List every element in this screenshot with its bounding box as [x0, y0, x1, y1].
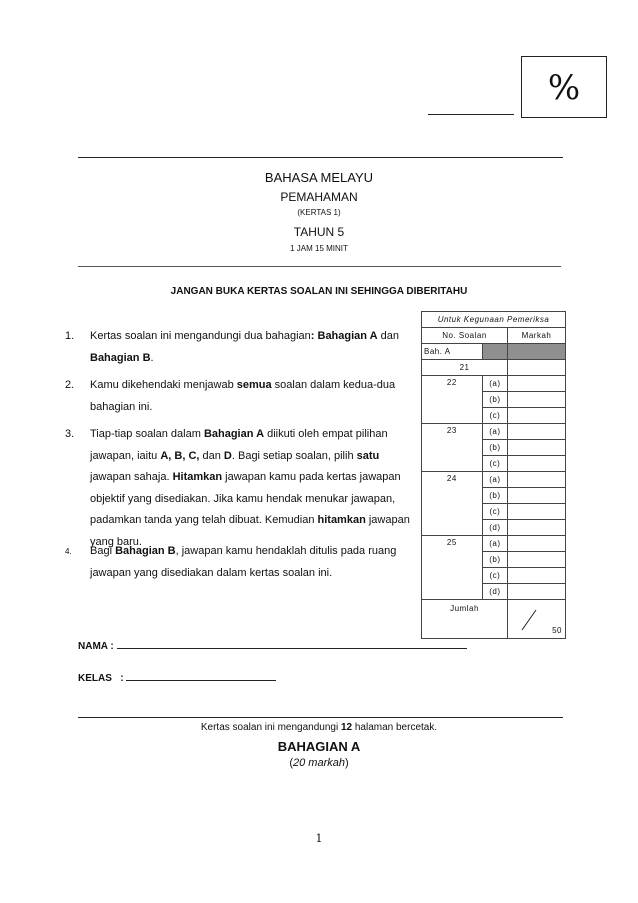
instruction-number: 2.	[65, 379, 75, 391]
question-21-label: 21	[422, 360, 508, 376]
diagonal-slash	[508, 600, 558, 634]
marks-cell[interactable]	[508, 536, 566, 552]
instruction-text: Kertas soalan ini mengandungi dua bahagian: Bahagian A dan Bahagian B.	[90, 330, 400, 364]
sub-question-label: (b)	[482, 392, 507, 408]
marks-cell[interactable]	[508, 392, 566, 408]
section-marks-close: )	[344, 757, 349, 769]
sub-question-label: (b)	[482, 488, 507, 504]
instruction-text: Bagi Bahagian B, jawapan kamu hendaklah ditulis pada ruang jawapan yang disediakan dalam kertas soalan ini.	[90, 545, 397, 579]
marks-cell[interactable]	[508, 584, 566, 600]
paper-code: (KERTAS 1)	[297, 208, 341, 217]
sub-question-label: (b)	[482, 440, 507, 456]
sub-question-label: (c)	[482, 456, 507, 472]
examiner-marks-table	[421, 311, 566, 639]
percent-score-box: %	[521, 56, 607, 118]
marks-cell[interactable]	[508, 360, 566, 376]
year-level: TAHUN 5	[293, 225, 345, 239]
marks-cell[interactable]	[508, 440, 566, 456]
sub-question-label: (b)	[482, 552, 507, 568]
question-number: 25	[422, 536, 483, 600]
sub-question-label: (d)	[482, 520, 507, 536]
page-number: 1	[315, 832, 323, 845]
shaded-cell	[482, 344, 507, 360]
marks-cell[interactable]	[508, 424, 566, 440]
instruction-number: 3.	[65, 428, 75, 440]
sub-question-label: (a)	[482, 424, 507, 440]
question-number: 23	[422, 424, 483, 472]
question-number: 24	[422, 472, 483, 536]
page-count-note-post: halaman bercetak.	[352, 722, 438, 733]
col-header-marks: Markah	[508, 328, 566, 344]
section-marks-text: 20 markah	[293, 757, 345, 769]
marks-cell[interactable]	[508, 472, 566, 488]
shaded-cell	[508, 344, 566, 360]
total-marks-cell[interactable]	[508, 600, 566, 639]
instruction-number: 4.	[65, 547, 72, 556]
class-write-line[interactable]	[126, 670, 276, 681]
instruction-text: Tiap-tiap soalan dalam Bahagian A diikuti oleh empat pilihan jawapan, iaitu A, B, C, dan D. Bagi setiap soalan, pilih satu jawapan sahaja. Hitamkan jawapan kamu pada kertas jawapan objektif yang disediakan. Jika kamu hendak menukar jawapan, padamkan tanda yang telah dibuat. Kemudian hitamkan jawapan yang baru.	[90, 428, 410, 548]
paper-title: PEMAHAMAN	[280, 190, 358, 204]
header-bottom-rule	[78, 266, 561, 267]
section-marks	[0, 757, 638, 769]
sub-question-label: (a)	[482, 376, 507, 392]
question-number: 22	[422, 376, 483, 424]
sub-question-label: (c)	[482, 408, 507, 424]
name-label: NAMA :	[78, 641, 114, 652]
header-top-rule	[78, 157, 563, 158]
section-marks-open: (	[289, 757, 293, 769]
footer-rule	[78, 717, 563, 718]
subject-title: BAHASA MELAYU	[264, 170, 374, 185]
total-max-marks: 50	[552, 626, 562, 635]
class-field[interactable]	[78, 670, 276, 684]
name-write-line[interactable]	[117, 638, 467, 649]
sub-question-label: (c)	[482, 504, 507, 520]
sub-question-label: (d)	[482, 584, 507, 600]
marks-cell[interactable]	[508, 568, 566, 584]
page-count-note	[0, 722, 638, 733]
do-not-open-warning: JANGAN BUKA KERTAS SOALAN INI SEHINGGA DIBERITAHU	[170, 286, 468, 297]
section-title: BAHAGIAN A	[277, 739, 361, 754]
total-label: Jumlah	[422, 600, 508, 639]
marks-cell[interactable]	[508, 408, 566, 424]
exam-duration: 1 JAM 15 MINIT	[290, 244, 348, 253]
table-title: Untuk Kegunaan Pemeriksa	[422, 312, 566, 328]
marks-cell[interactable]	[508, 456, 566, 472]
col-header-question: No. Soalan	[422, 328, 508, 344]
section-a-label: Bah. A	[422, 344, 483, 360]
marks-cell[interactable]	[508, 504, 566, 520]
marks-cell[interactable]	[508, 520, 566, 536]
marks-cell[interactable]	[508, 552, 566, 568]
marks-cell[interactable]	[508, 488, 566, 504]
page-count: 12	[340, 722, 353, 733]
class-label: KELAS :	[78, 673, 124, 684]
page-count-note-pre: Kertas soalan ini mengandungi	[200, 722, 341, 733]
name-field[interactable]	[78, 638, 467, 652]
sub-question-label: (a)	[482, 536, 507, 552]
instruction-number: 1.	[65, 330, 75, 342]
score-line	[428, 114, 514, 115]
instruction-text: Kamu dikehendaki menjawab semua soalan dalam kedua-dua bahagian ini.	[90, 379, 396, 413]
sub-question-label: (c)	[482, 568, 507, 584]
sub-question-label: (a)	[482, 472, 507, 488]
marks-cell[interactable]	[508, 376, 566, 392]
